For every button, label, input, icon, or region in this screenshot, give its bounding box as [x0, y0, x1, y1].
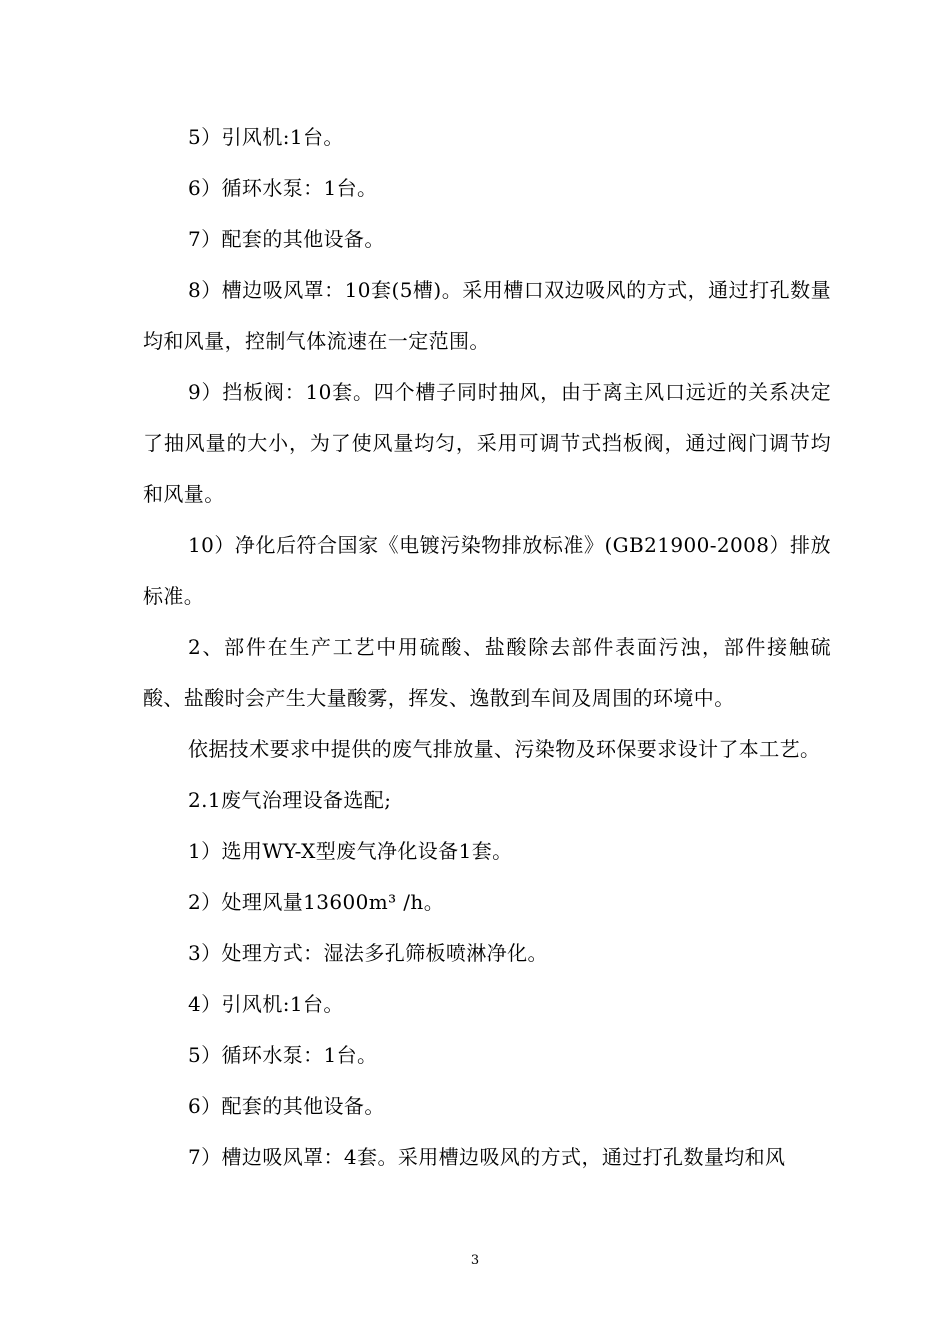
paragraph: 5）循环水泵：1台。 — [188, 1043, 378, 1067]
paragraph: 8）槽边吸风罩：10套(5槽)。采用槽口双边吸风的方式，通过打孔数量均和风量，控制气体流速在一定范围。 — [143, 278, 831, 353]
paragraph: 10）净化后符合国家《电镀污染物排放标准》(GB21900-2008）排放标准。 — [143, 533, 831, 608]
section-heading: 2.1废气治理设备选配; — [188, 788, 392, 812]
paragraph: 4）引风机:1台。 — [188, 992, 344, 1016]
document-body — [143, 112, 831, 1183]
paragraph: 5）引风机:1台。 — [188, 125, 344, 149]
page-number: 3 — [470, 1253, 480, 1268]
paragraph: 1）选用WY-X型废气净化设备1套。 — [188, 839, 513, 863]
paragraph: 9）挡板阀：10套。四个槽子同时抽风，由于离主风口远近的关系决定了抽风量的大小，为了使风量均匀，采用可调节式挡板阀，通过阀门调节均和风量。 — [143, 380, 831, 506]
paragraph: 依据技术要求中提供的废气排放量、污染物及环保要求设计了本工艺。 — [188, 737, 821, 761]
paragraph: 7）槽边吸风罩：4套。采用槽边吸风的方式，通过打孔数量均和风 — [188, 1145, 786, 1169]
paragraph: 2）处理风量13600m³ /h。 — [188, 890, 445, 914]
paragraph: 6）配套的其他设备。 — [188, 1094, 385, 1118]
paragraph: 7）配套的其他设备。 — [188, 227, 385, 251]
paragraph: 3）处理方式：湿法多孔筛板喷淋净化。 — [188, 941, 548, 965]
paragraph: 6）循环水泵：1台。 — [188, 176, 378, 200]
paragraph: 2、部件在生产工艺中用硫酸、盐酸除去部件表面污浊，部件接触硫酸、盐酸时会产生大量酸雾，挥发、逸散到车间及周围的环境中。 — [143, 635, 831, 710]
